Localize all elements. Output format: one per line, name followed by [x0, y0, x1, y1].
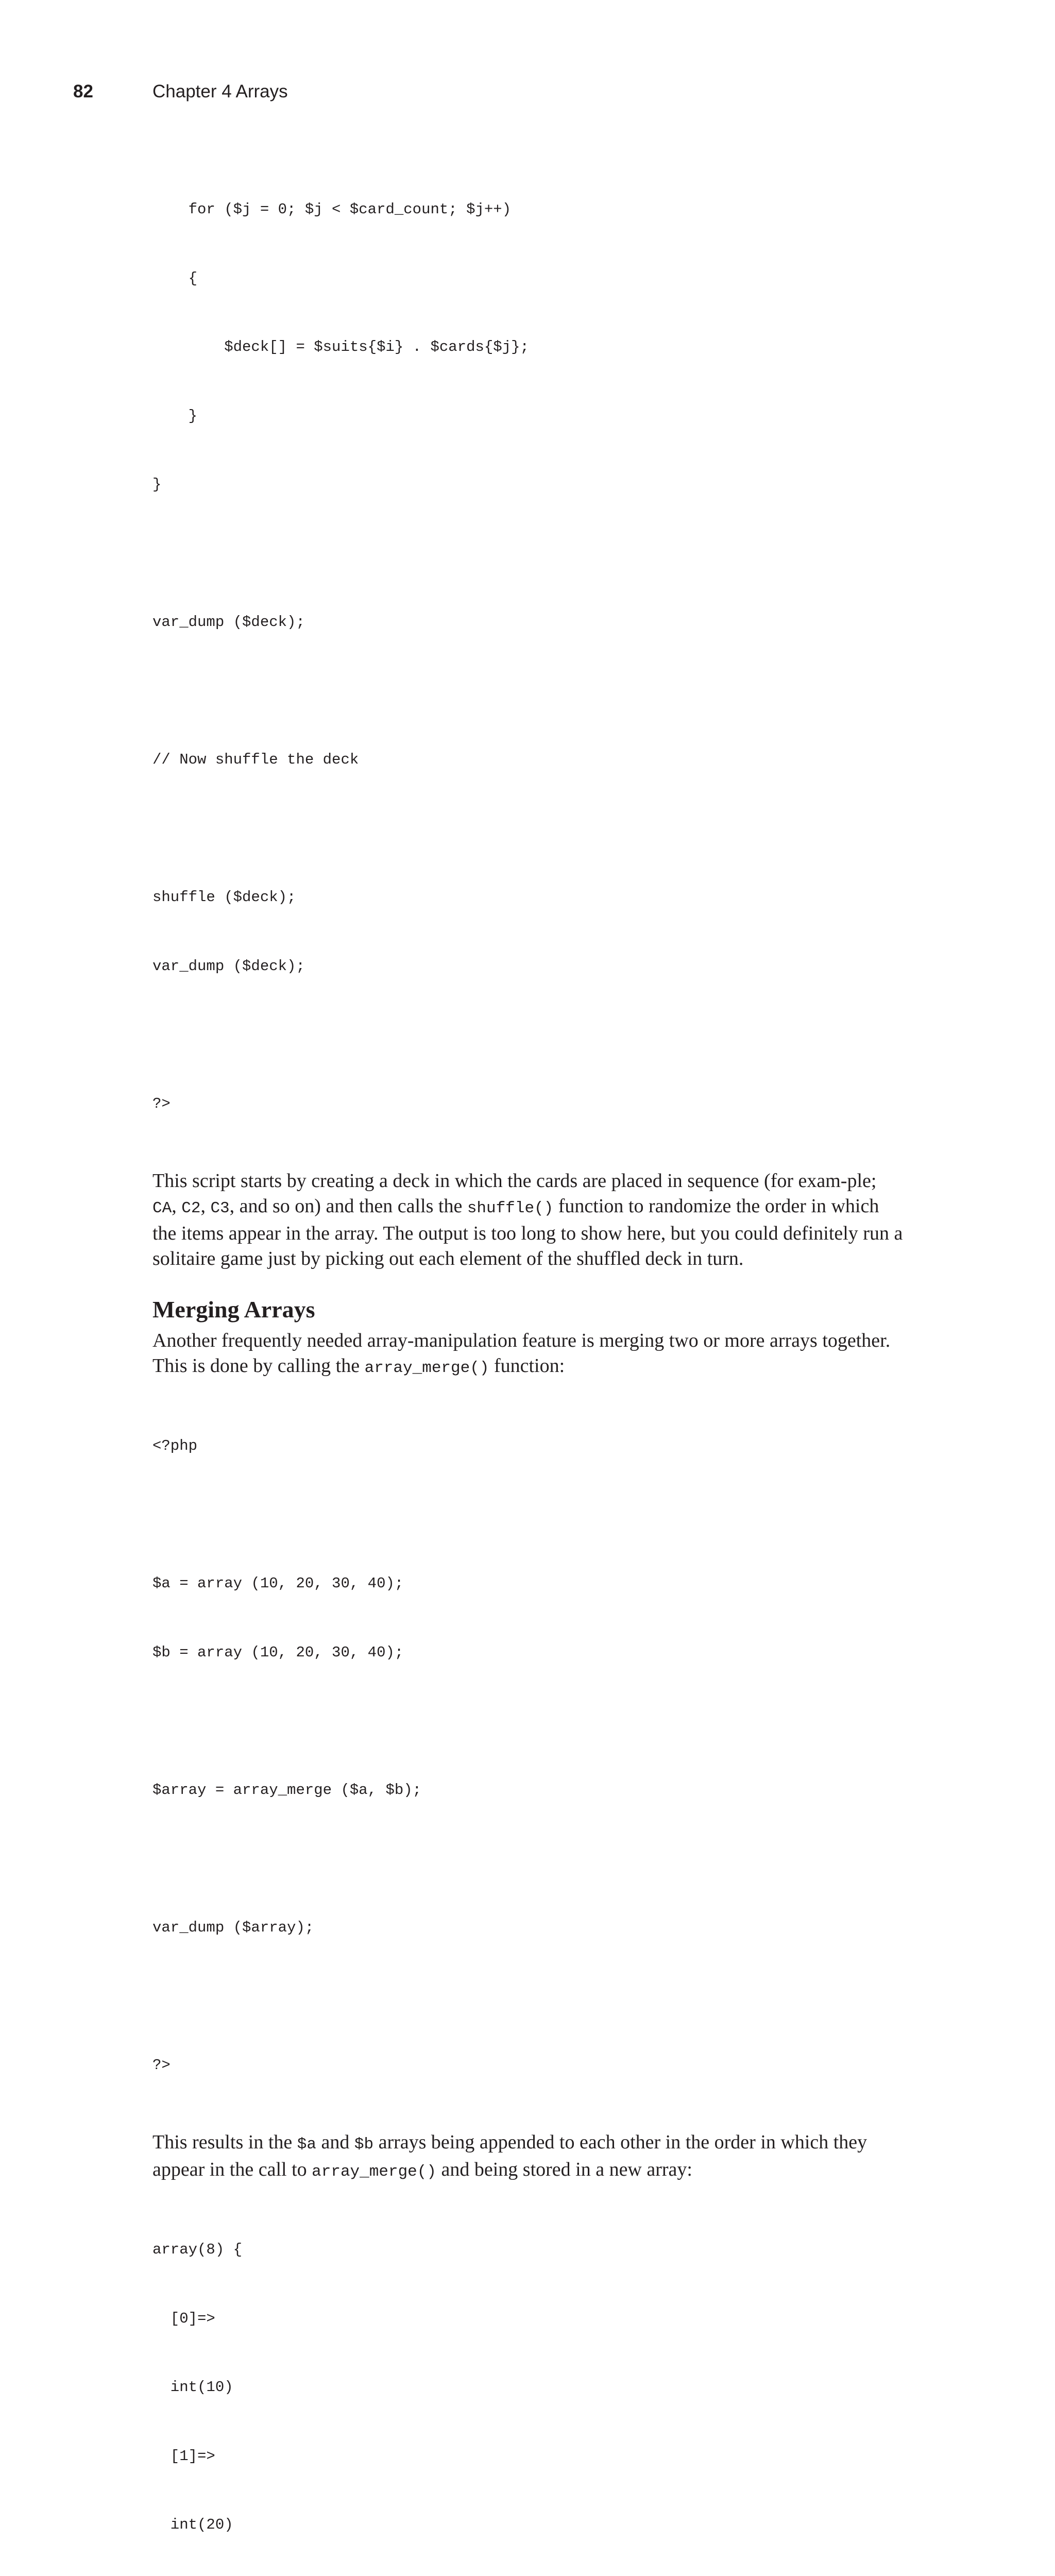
inline-code: $a [297, 2136, 316, 2154]
code-line: var_dump ($array); [152, 1919, 314, 1936]
code-line: array(8) { [152, 2241, 243, 2258]
code-line [152, 1848, 905, 1871]
text-run: and [316, 2131, 354, 2153]
inline-code: C3 [210, 1199, 230, 1217]
text-run: and being stored in a new array: [436, 2159, 692, 2180]
code-line [152, 1710, 905, 1733]
code-line: $array = array_merge ($a, $b); [152, 1781, 422, 1799]
code-line: [1]=> [152, 2447, 215, 2465]
inline-code: C2 [181, 1199, 201, 1217]
code-line [152, 680, 905, 703]
code-line [152, 543, 905, 566]
page-content [152, 152, 905, 2576]
text-run: Another frequently needed array-manipulation feature is merging two or more arrays together. This is done by calling the [152, 1330, 891, 1377]
code-block-deck [152, 152, 905, 1161]
text-run: , and so on) and then calls the [229, 1195, 467, 1217]
paragraph-shuffle-explanation [152, 1168, 905, 1272]
code-line: for ($j = 0; $j < $card_count; $j++) [152, 201, 512, 218]
code-line: var_dump ($deck); [152, 614, 305, 631]
section-heading: Merging Arrays [152, 1296, 315, 1323]
text-run: This script starts by creating a deck in which the cards are placed in sequence (for exam-ple; [152, 1170, 877, 1192]
code-line: var_dump ($deck); [152, 957, 305, 975]
code-line: shuffle ($deck); [152, 889, 296, 906]
code-line: int(10) [152, 2379, 233, 2396]
code-line: $deck[] = $suits{$i} . $cards{$j}; [152, 338, 529, 355]
text-run: , [200, 1195, 211, 1217]
page-number: 82 [73, 81, 93, 101]
code-block-output [152, 2193, 905, 2576]
inline-code: array_merge() [312, 2163, 436, 2181]
text-run: function to randomize the order in which the items appear in the array. The output is too long to show here, but you could definitely run a solitaire game just by picking out each element of the shuffled deck in turn. [152, 1195, 903, 1269]
code-line: { [152, 269, 198, 287]
text-run: function: [489, 1355, 565, 1377]
code-line [152, 1504, 905, 1527]
code-line: $b = array (10, 20, 30, 40); [152, 1643, 404, 1661]
paragraph-merge-result [152, 2130, 905, 2184]
code-line [152, 818, 905, 841]
code-block-merge [152, 1389, 905, 2123]
paragraph-merge-intro [152, 1328, 905, 1381]
code-line: int(20) [152, 2516, 233, 2533]
inline-code: shuffle() [467, 1199, 554, 1217]
running-head [0, 81, 1055, 107]
chapter-title: Chapter 4 Arrays [152, 81, 288, 101]
code-line: [0]=> [152, 2310, 215, 2327]
code-line: } [152, 476, 162, 493]
code-line [152, 1024, 905, 1047]
text-run: This results in the [152, 2131, 297, 2153]
code-line: <?php [152, 1437, 198, 1454]
text-run: arrays being appended to each other in the order in which they appear in the call to [152, 2131, 867, 2180]
code-line: // Now shuffle the deck [152, 751, 359, 768]
inline-code: $b [354, 2136, 374, 2154]
code-line: } [152, 407, 198, 425]
inline-code: array_merge() [364, 1359, 489, 1377]
inline-code: CA [152, 1199, 172, 1217]
code-line: $a = array (10, 20, 30, 40); [152, 1575, 404, 1592]
code-line: ?> [152, 2056, 171, 2074]
text-run: , [172, 1195, 182, 1217]
code-line: ?> [152, 1095, 171, 1112]
code-line [152, 1985, 905, 2008]
